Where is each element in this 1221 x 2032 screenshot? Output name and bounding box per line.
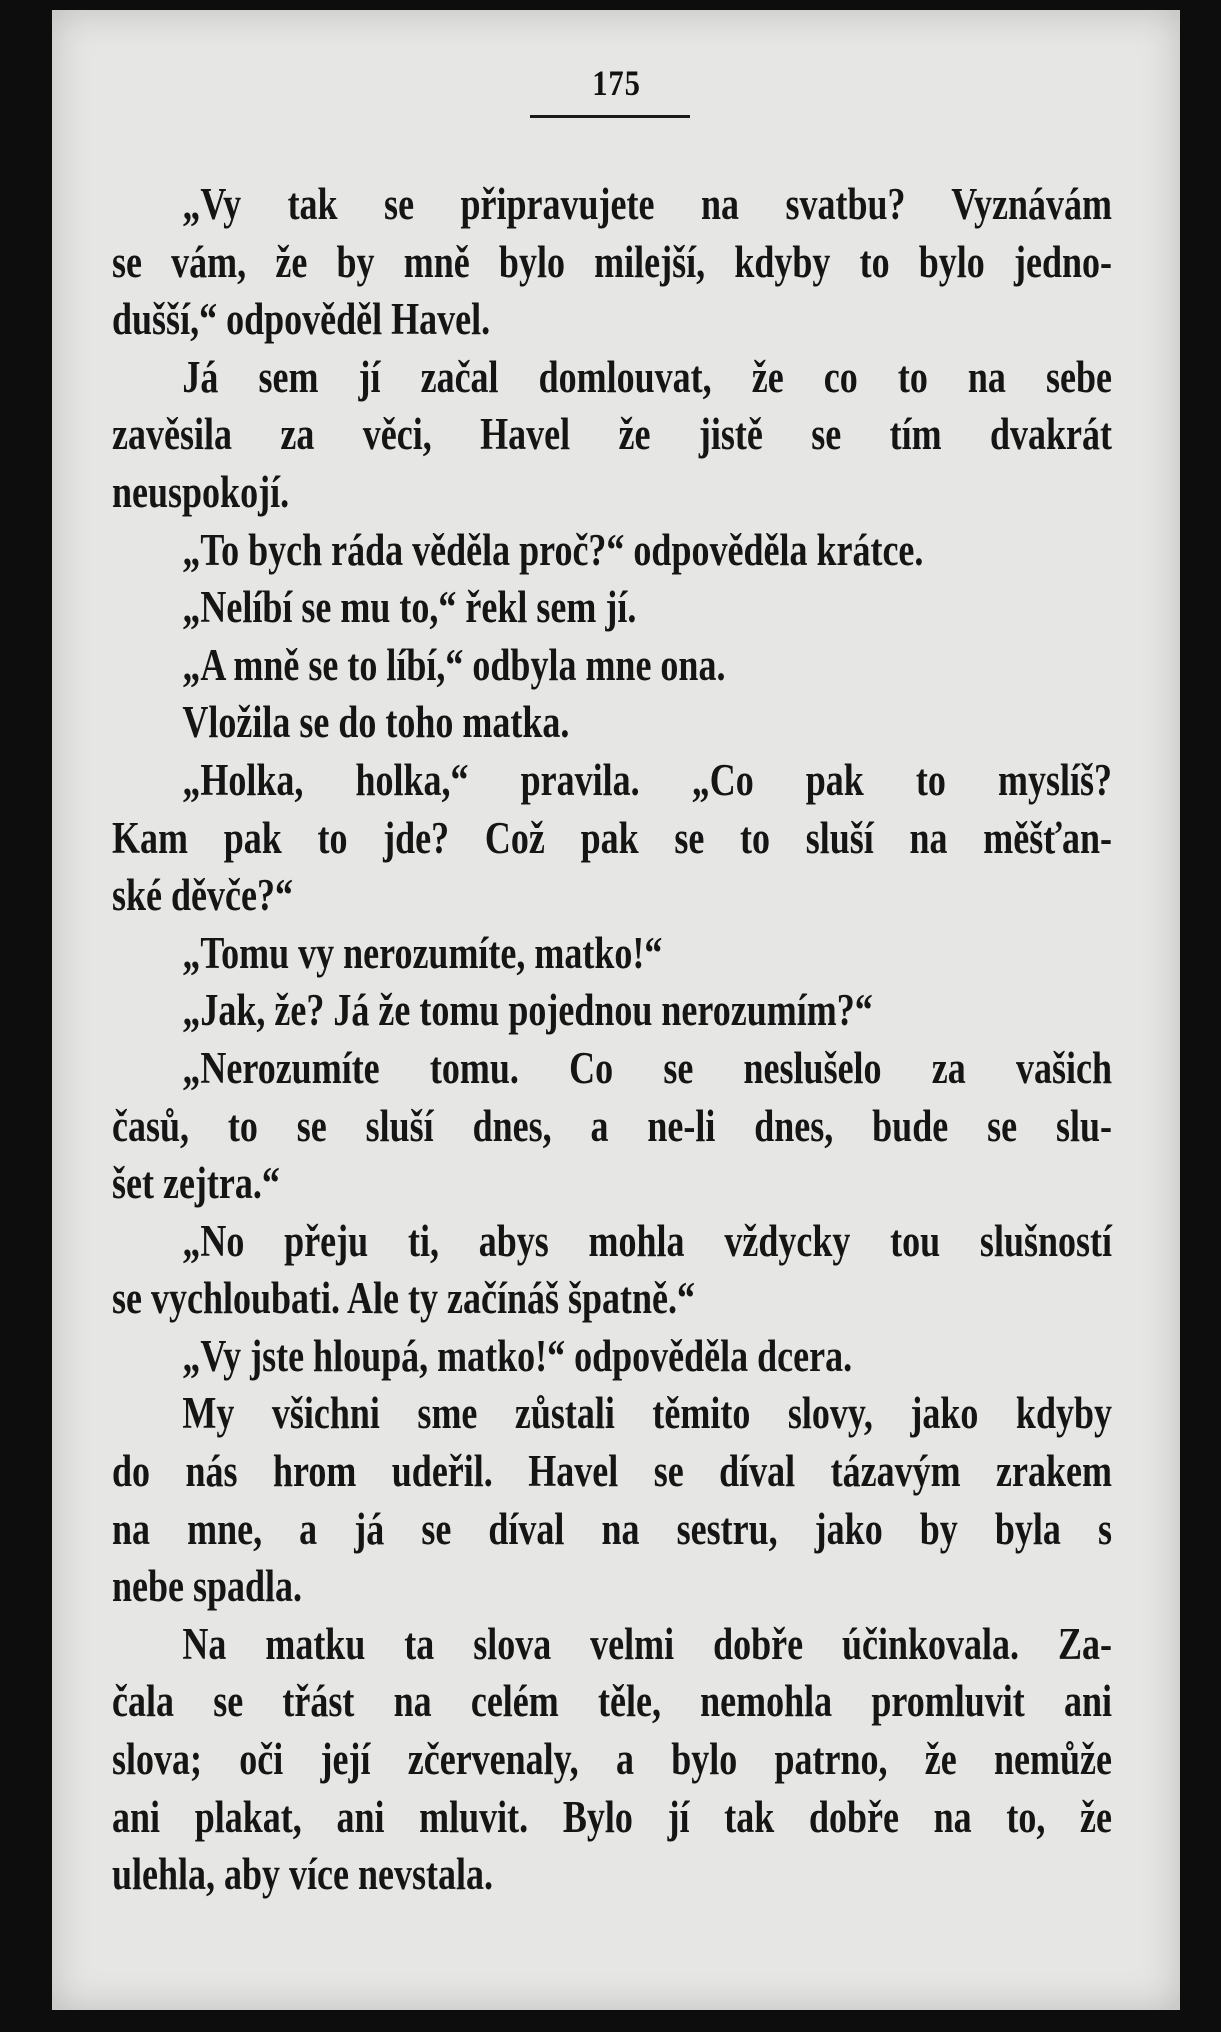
text-line: Vložila se do toho matka.	[182, 697, 570, 748]
text-line: „Jak, že? Já že tomu pojednou nerozumím?“	[182, 985, 873, 1036]
text-line: nebe spadla.	[112, 1561, 303, 1612]
text-line: Já sem jí začal domlouvat, že co to na sebe	[182, 351, 1112, 402]
text-line: „Nerozumíte tomu. Co se neslušelo za vašich	[182, 1042, 1112, 1093]
text-line: „Vy jste hloupá, matko!“ odpověděla dcera.	[182, 1330, 853, 1381]
text-line: na mne, a já se díval na sestru, jako by byla s	[112, 1503, 1112, 1554]
text-line: „To bych ráda věděla proč?“ odpověděla krátce.	[182, 524, 924, 575]
book-page	[52, 10, 1180, 2010]
text-line: ské děvče?“	[112, 870, 293, 921]
text-line: Na matku ta slova velmi dobře účinkovala. Za-	[182, 1618, 1112, 1669]
body-text	[112, 176, 1176, 1904]
text-line: se vám, že by mně bylo milejší, kdyby to bylo jedno-	[112, 236, 1112, 287]
text-line: neuspokojí.	[112, 466, 290, 517]
text-line: dušší,“ odpověděl Havel.	[112, 294, 491, 345]
text-line: „Holka, holka,“ pravila. „Co pak to myslíš?	[182, 754, 1112, 805]
text-line: „Nelíbí se mu to,“ řekl sem jí.	[182, 582, 637, 633]
text-line: My všichni sme zůstali těmito slovy, jako kdyby	[182, 1388, 1112, 1439]
page-number-container	[52, 62, 1180, 104]
text-line: šet zejtra.“	[112, 1158, 280, 1209]
text-line: čala se třást na celém těle, nemohla promluvit ani	[112, 1676, 1112, 1727]
text-line: ani plakat, ani mluvit. Bylo jí tak dobře na to, že	[112, 1791, 1112, 1842]
text-line: „Tomu vy nerozumíte, matko!“	[182, 927, 663, 978]
page-number: 175	[591, 63, 641, 103]
text-line: zavěsila za věci, Havel že jistě se tím dvakrát	[112, 409, 1112, 460]
text-line: do nás hrom udeřil. Havel se díval tázavým zrakem	[112, 1446, 1112, 1497]
text-line: se vychloubati. Ale ty začínáš špatně.“	[112, 1273, 696, 1324]
text-line: „Vy tak se připravujete na svatbu? Vyznávám	[182, 179, 1112, 229]
text-line: Kam pak to jde? Což pak se to sluší na měšťan-	[112, 812, 1112, 863]
text-line: slova; oči její zčervenaly, a bylo patrno, že nemůže	[112, 1734, 1112, 1785]
page-number-rule	[530, 115, 690, 118]
text-line: „No přeju ti, abys mohla vždycky tou slušností	[182, 1215, 1112, 1266]
text-line: „A mně se to líbí,“ odbyla mne ona.	[182, 639, 726, 690]
text-line: časů, to se sluší dnes, a ne-li dnes, bude se slu-	[112, 1100, 1112, 1151]
text-line: ulehla, aby více nevstala.	[112, 1849, 494, 1900]
